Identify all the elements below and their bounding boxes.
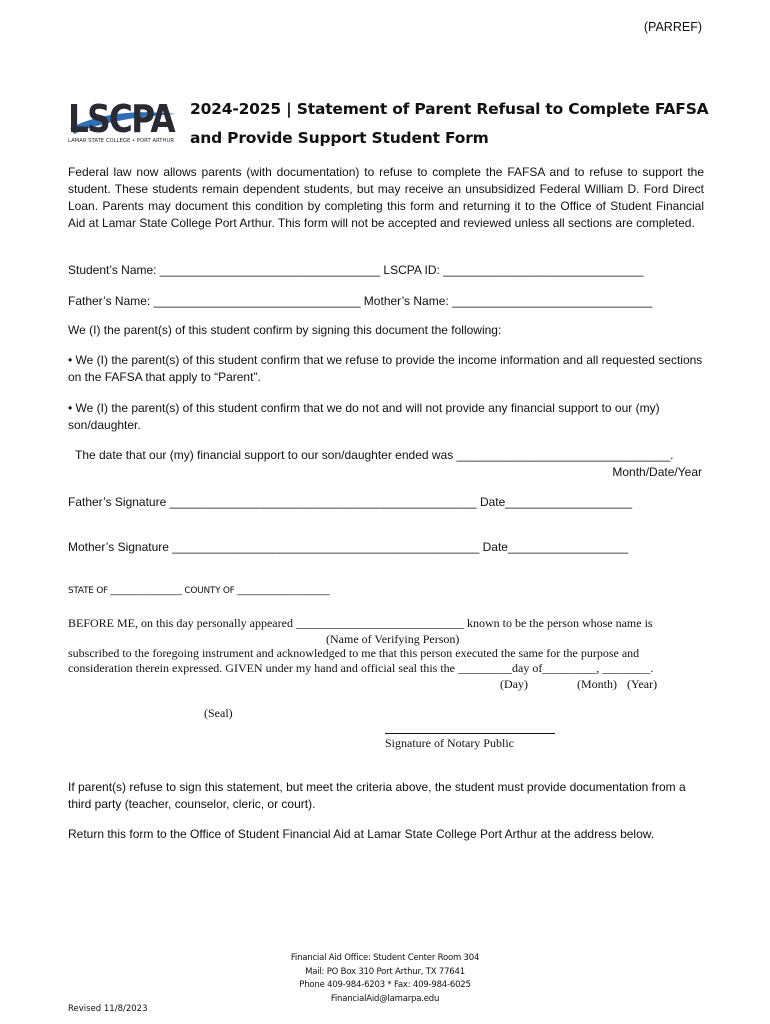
seal-label: (Seal) — [204, 706, 233, 720]
notary-subscribed: subscribed to the foregoing instrument and acknowledged to me that this person executed the same for the purpose and — [68, 646, 640, 660]
notary-signature-line[interactable] — [385, 733, 555, 734]
logo-graphic — [66, 92, 178, 148]
title-line-2: and Provide Support Student Form — [190, 129, 489, 147]
footer-contact — [0, 952, 770, 1006]
year-label: (Year) — [627, 677, 658, 691]
footer-email[interactable]: FinancialAid@lamarpa.edu — [330, 993, 440, 1004]
parent-names-field[interactable]: Father’s Name: _______________________________ Mother’s Name: ______________________________ — [68, 294, 653, 308]
title-line-1: 2024-2025 | Statement of Parent Refusal to Complete FAFSA — [190, 100, 709, 118]
form-reference-code: (PARREF) — [643, 20, 702, 34]
date-format-label: Month/Date/Year — [612, 465, 702, 479]
return-note: Return this form to the Office of Student Financial Aid at Lamar State College Port Arthur at the address below. — [68, 827, 655, 841]
logo-text: LSCPA — [68, 97, 177, 141]
logo-subtext: LAMAR STATE COLLEGE • PORT ARTHUR — [68, 138, 175, 144]
verifying-person-label: (Name of Verifying Person) — [326, 632, 460, 646]
notary-before-me[interactable]: BEFORE ME, on this day personally appeared ____________________________ known to be the person whose name is — [68, 616, 653, 630]
bullet-refuse-income: • We (I) the parent(s) of this student confirm that we refuse to provide the income information and all requested sections on the FAFSA that apply to “Parent”. — [68, 353, 703, 384]
month-label: (Month) — [577, 677, 617, 691]
footer-office: Financial Aid Office: Student Center Room 304 — [290, 953, 480, 963]
refuse-note: If parent(s) refuse to sign this statement, but meet the criteria above, the student must provide documentation from a third party (teacher, counselor, cleric, or court). — [68, 780, 686, 811]
mother-signature-field[interactable]: Mother’s Signature ______________________________________________ Date__________________ — [68, 540, 629, 554]
father-signature-field[interactable]: Father’s Signature ______________________________________________ Date___________________ — [68, 495, 633, 509]
intro-paragraph: Federal law now allows parents (with documentation) to refuse to complete the FAFSA and to refuse to support the student. These students remain dependent students, but may receive an unsubsidized Federal William D. Ford Direct Loan. Parents may document this condition by completing this form and returning it to the Office of Student Financial Aid at Lamar State College Port Arthur. This form will not be accepted and reviewed unless all sections are completed. — [68, 165, 704, 230]
footer-phone: Phone 409-984-6203 * Fax: 409-984-6025 — [299, 980, 471, 990]
lscpa-logo — [66, 92, 178, 148]
footer-mail: Mail: PO Box 310 Port Arthur, TX 77641 — [305, 966, 465, 977]
notary-consideration[interactable]: consideration therein expressed. GIVEN under my hand and official seal this the _________day of_________, ________. — [68, 661, 654, 675]
student-name-id-field[interactable]: Student’s Name: _________________________________ LSCPA ID: ______________________________ — [68, 263, 644, 277]
support-end-date-field[interactable]: The date that our (my) financial support to our son/daughter ended was ________________________________. — [75, 448, 674, 462]
bullet-no-support: • We (I) the parent(s) of this student confirm that we do not and will not provide any financial support to our (my) son/daughter. — [68, 401, 660, 432]
revised-date: Revised 11/8/2023 — [68, 1004, 148, 1014]
day-label: (Day) — [500, 677, 528, 691]
confirm-intro: We (I) the parent(s) of this student confirm by signing this document the following: — [68, 323, 502, 337]
notary-signature-label: Signature of Notary Public — [385, 736, 514, 750]
state-county-field[interactable]: STATE OF _________________ COUNTY OF ______________________ — [68, 586, 330, 596]
page-title — [190, 95, 730, 153]
